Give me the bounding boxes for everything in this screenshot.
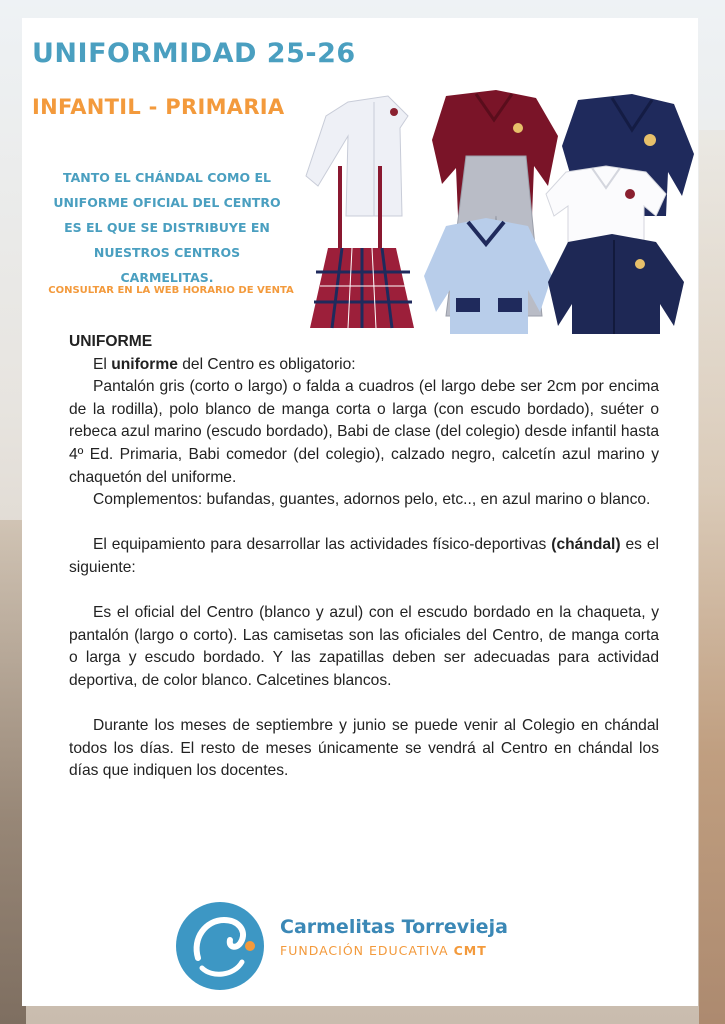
logo-sub-text: FUNDACIÓN EDUCATIVA — [280, 943, 454, 958]
paragraph: Durante los meses de septiembre y junio se puede venir al Colegio en chándal todos los días. El resto de meses únicamente se vendrá al Centro en chándal los días que indiquen los docentes. — [69, 717, 659, 780]
background-right-edge — [699, 130, 725, 1024]
white-blouse-garment — [306, 96, 408, 216]
intro-line: CARMELITAS. — [120, 270, 214, 285]
section-heading: UNIFORME — [69, 333, 153, 350]
logo-subtitle — [280, 943, 487, 958]
paragraph: Pantalón gris (corto o largo) o falda a cuadros (el largo debe ser 2cm por encima de la rodilla), polo blanco de manga corta o larga (con escudo bordado), suéter o rebeca azul marino (escudo bordado), Babi de clase (del colegio) desde infantil hasta 4º Ed. Primaria, Babi comedor (del colegio), calzado negro, calcetín azul marino y chaquetón del uniforme. — [69, 378, 659, 486]
text-span: El equipamiento para desarrollar las actividades físico-deportivas — [93, 536, 552, 554]
logo-name: Carmelitas Torrevieja — [280, 916, 508, 938]
page-subtitle: INFANTIL - PRIMARIA — [32, 95, 285, 119]
intro-line: NUESTROS CENTROS — [93, 245, 241, 260]
paragraph — [69, 354, 659, 377]
carmelitas-logo-icon — [172, 898, 268, 994]
paragraph — [69, 534, 659, 579]
intro-line: UNIFORME OFICIAL DEL CENTRO — [53, 195, 281, 210]
intro-text — [32, 165, 302, 290]
uniform-rules-text — [69, 331, 659, 783]
logo-sub-bold: CMT — [453, 943, 487, 958]
consult-web-note: CONSULTAR EN LA WEB HORARIO DE VENTA — [48, 285, 294, 296]
page-title: UNIFORMIDAD 25-26 — [32, 38, 356, 69]
intro-line: ES EL QUE SE DISTRIBUYE EN — [64, 220, 270, 235]
flyer-sheet — [22, 18, 698, 1006]
bold-span: (chándal) — [551, 536, 621, 554]
navy-jacket-garment — [548, 234, 684, 334]
text-span: del Centro es obligatorio: — [177, 355, 356, 373]
paragraph: Complementos: bufandas, guantes, adornos pelo, etc.., en azul marino o blanco. — [93, 491, 651, 509]
bold-span: uniforme — [111, 355, 178, 373]
intro-line: TANTO EL CHÁNDAL COMO EL — [63, 170, 271, 185]
text-span: es el siguiente: — [69, 536, 659, 576]
paragraph: Es el oficial del Centro (blanco y azul) con el escudo bordado en la chaqueta, y pantalón (largo o corto). Las camisetas son las oficiales del Centro, de manga corta o larga y escudo bordado. Y las zapatillas deben ser adecuadas para actividad deportiva, de color blanco. Calcetines blancos. — [69, 604, 659, 689]
text-span: El — [93, 355, 112, 373]
uniform-garments-photo — [296, 76, 696, 334]
